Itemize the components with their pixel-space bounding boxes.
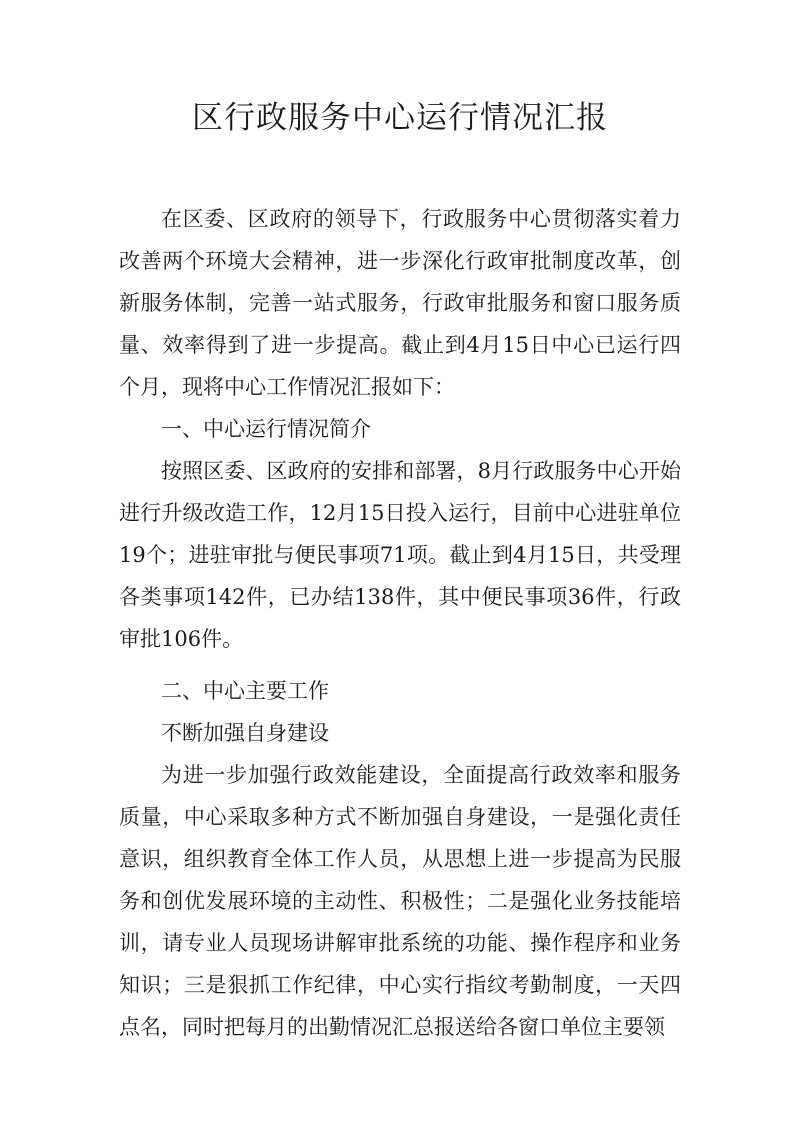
section-heading-1: 一、中心运行情况简介 <box>161 417 371 441</box>
document-body <box>119 198 681 1048</box>
subsection-1-paragraph: 为进一步加强行政效能建设，全面提高行政效率和服务质量，中心采取多种方式不断加强自身建设，一是强化责任意识，组织教育全体工作人员，从思想上进一步提高为民服务和创优发展环境的主动性、积极性；二是强化业务技能培训，请专业人员现场讲解审批系统的功能、操作程序和业务知识；三是狠抓工作纪律，中心实行指纹考勤制度，一天四点名，同时把每月的出勤情况汇总报送给各窗口单位主要领 <box>119 763 681 1039</box>
subsection-heading-1: 不断加强自身建设 <box>161 721 329 745</box>
intro-paragraph: 在区委、区政府的领导下，行政服务中心贯彻落实着力改善两个环境大会精神，进一步深化行政审批制度改革，创新服务体制，完善一站式服务，行政审批服务和窗口服务质量、效率得到了进一步提高。截止到4月15日中心已运行四个月，现将中心工作情况汇报如下： <box>119 207 681 399</box>
section-heading-2: 二、中心主要工作 <box>161 679 329 703</box>
document-title: 区行政服务中心运行情况汇报 <box>192 100 608 136</box>
section-1-paragraph: 按照区委、区政府的安排和部署，8月行政服务中心开始进行升级改造工作，12月15日投入运行，目前中心进驻单位19个；进驻审批与便民事项71项。截止到4月15日，共受理各类事项142件，已办结138件，其中便民事项36件，行政审批106件。 <box>119 459 681 651</box>
